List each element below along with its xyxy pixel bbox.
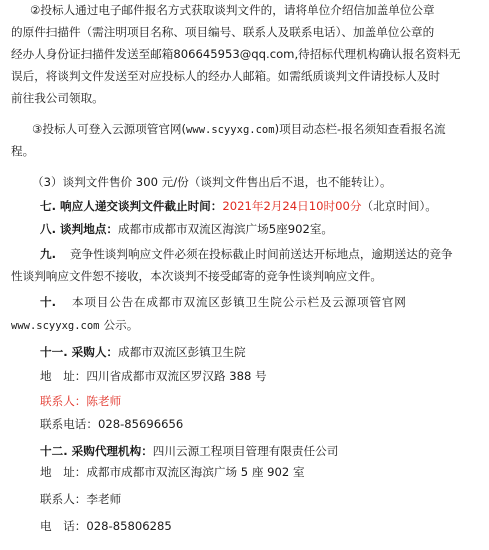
website-text-prefix: ③投标人可登入云源项管官网( [32,122,187,136]
agency-phone-row [0,516,489,536]
section-10-text-2: 公示。 [103,318,139,332]
purchaser-contact-label: 联系人： [40,394,87,408]
purchaser-address-label: 地 址： [40,369,87,383]
section-12-label: 十二. 采购代理机构： [40,444,153,458]
section-9-line-1 [0,244,489,264]
section-9-text-1: 竞争性谈判响应文件必须在投标截止时间前送达开标地点，逾期送达的竞争 [70,247,453,261]
agency-address-row [0,462,489,482]
agency-address-label: 地 址： [40,465,87,479]
purchaser-address: 四川省成都市双流区罗汉路 388 号 [86,369,267,383]
deadline-time: 2021年2月24日10时00分 [222,199,362,213]
agency-phone: 028-85806285 [86,519,172,533]
website-url-link[interactable]: www.scyyxg.com [186,124,275,136]
location-text: 成都市成都市双流区海滨广场5座902室。 [118,222,334,236]
purchaser-phone-row [0,414,489,434]
email-registration-line-3: 经办人身份证扫描件发送至邮箱806645953@qq.com,待招标代理机构确认报名资料无 [11,47,461,61]
purchaser-name: 成都市双流区彭镇卫生院 [118,345,246,359]
agency-name: 四川云源工程项目管理有限责任公司 [152,444,339,458]
section-10-number: 十. [40,295,56,309]
email-registration-line-5: 前往我公司领取。 [11,91,104,105]
agency-contact-row [0,489,489,509]
purchaser-address-row [0,366,489,386]
section-8-location [0,219,489,239]
section-11-purchaser [0,342,489,362]
section-10-line-2 [0,315,489,335]
agency-address: 成都市成都市双流区海滨广场 5 座 902 室 [86,465,305,479]
email-registration-line-4: 误后，将谈判文件发送至对应投标人的经办人邮箱。如需纸质谈判文件请投标人及时 [11,69,440,83]
website-registration-line-2: 程。 [11,144,35,158]
section-11-label: 十一. 采购人： [40,345,119,359]
section-10-line-1 [0,292,489,312]
section-7-deadline [0,196,489,216]
email-registration-line-1: ②投标人通过电子邮件报名方式获取谈判文件的，请将单位介绍信加盖单位公章 [30,3,435,17]
section-10-website-link[interactable]: www.scyyxg.com [11,320,100,332]
agency-contact: 李老师 [86,492,122,506]
agency-contact-label: 联系人： [40,492,87,506]
deadline-timezone: （北京时间）。 [361,199,437,213]
section-9-number: 九. [40,247,56,261]
website-registration-line-1 [0,119,489,139]
purchaser-contact-row [0,391,489,411]
document-price: （3）谈判文件售价 300 元/份（谈判文件售出后不退，也不能转让）。 [32,175,392,189]
purchaser-phone-label: 联系电话： [40,417,98,431]
section-7-label: 七. 响应人递交谈判文件截止时间： [40,199,223,213]
website-text-rest: )项目动态栏-报名须知查看报名流 [274,122,446,136]
agency-phone-label: 电 话： [40,519,87,533]
purchaser-phone: 028-85696656 [97,417,184,431]
email-registration-line-2: 的原件扫描件（需注明项目名称、项目编号、联系人及联系电话）、加盖单位公章的 [11,25,435,39]
section-12-agency [0,441,489,461]
purchaser-contact: 陈老师 [86,394,122,408]
section-8-label: 八. 谈判地点： [40,222,119,236]
section-10-text-1: 本项目公告在成都市双流区彭镇卫生院公示栏及云源项管官网 [72,295,407,309]
section-9-line-2: 性谈判响应文件恕不接收，本次谈判不接受邮寄的竞争性谈判响应文件。 [11,269,383,283]
